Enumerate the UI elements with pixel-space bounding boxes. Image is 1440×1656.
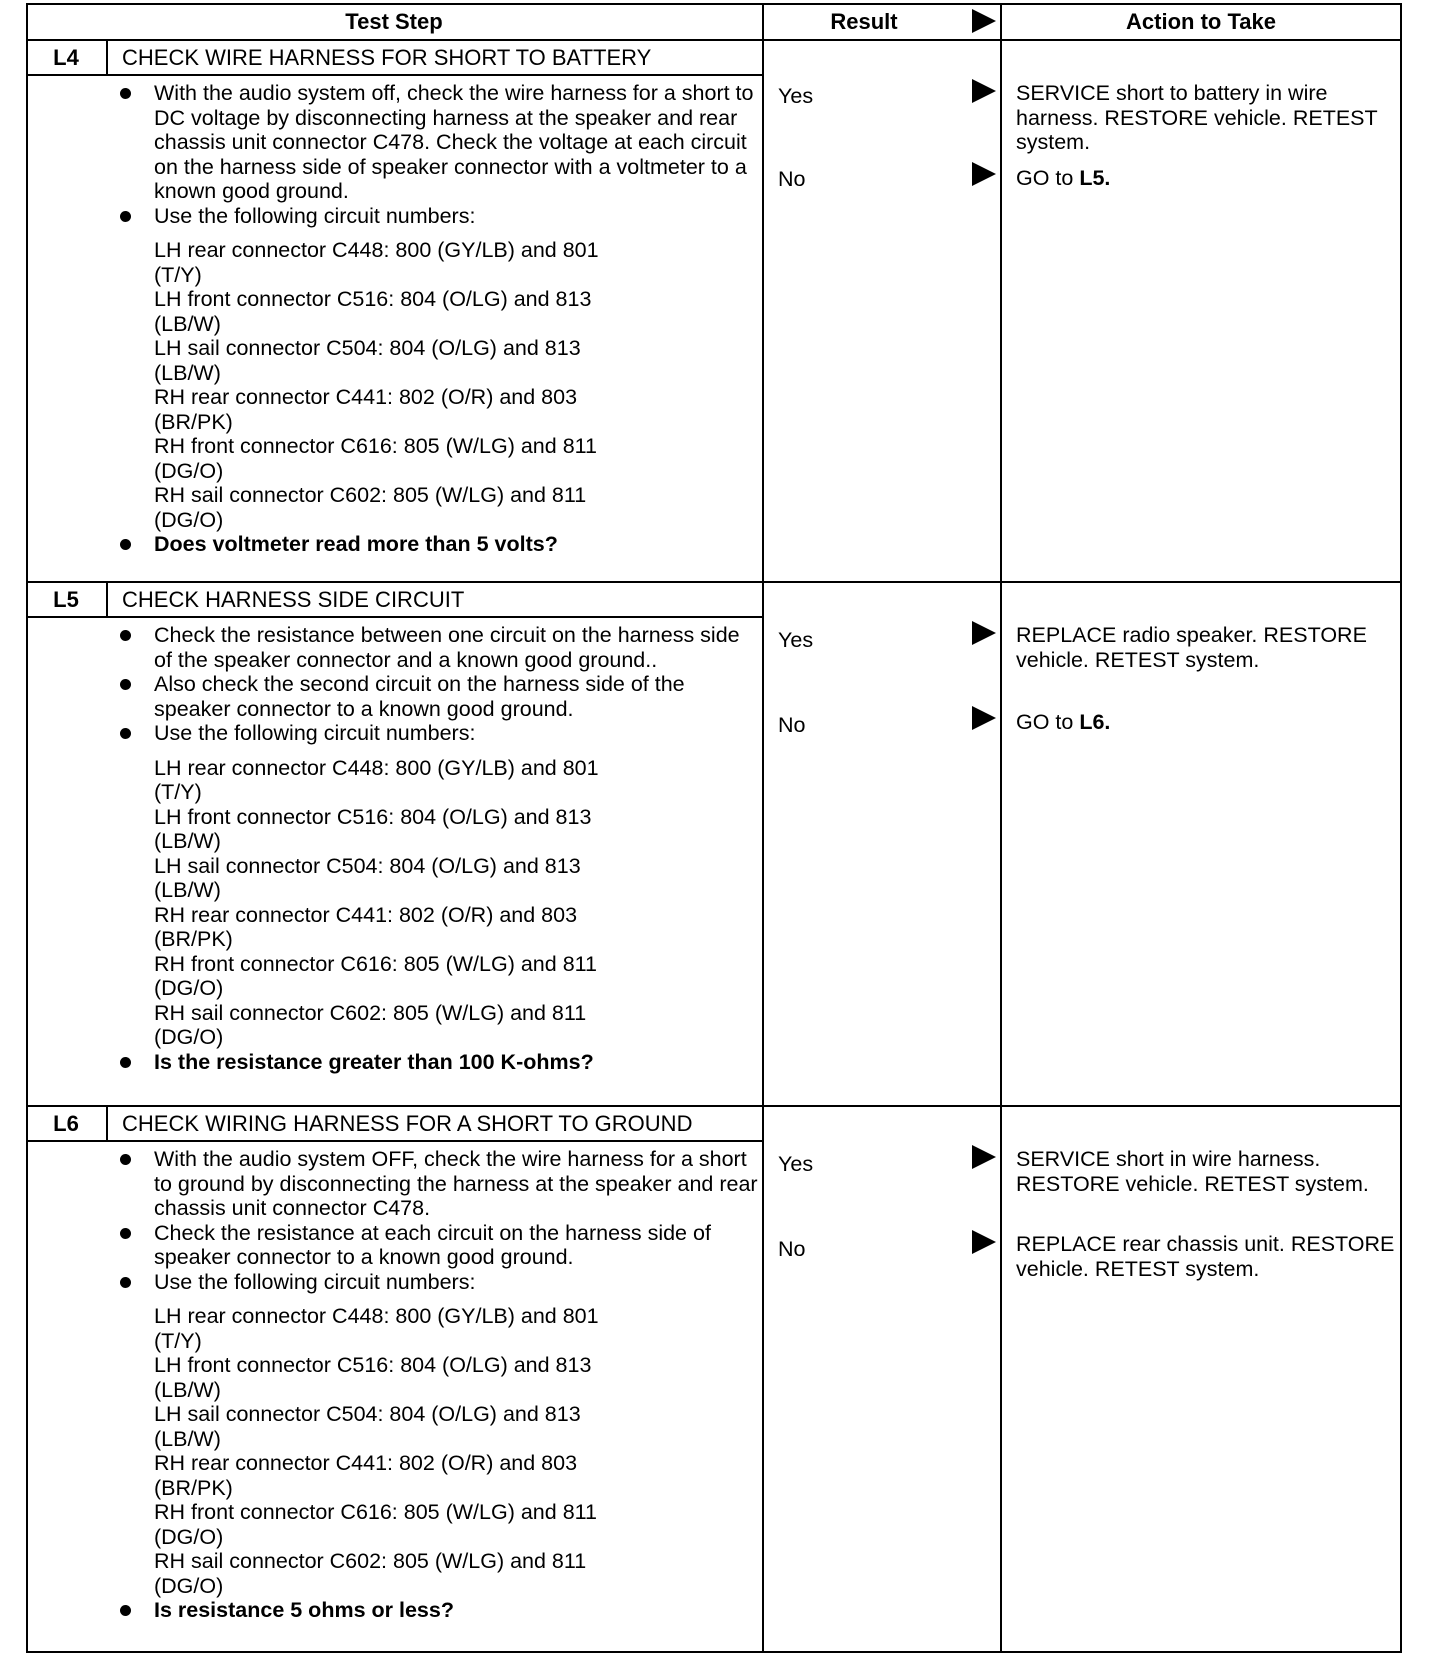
circuit-line: LH front connector C516: 804 (O/LG) and 813 <box>154 287 592 311</box>
step-l6-title-divider <box>26 1140 764 1142</box>
circuit-line: (DG/O) <box>154 1573 224 1598</box>
step-l6-no-action <box>1016 1232 1396 1281</box>
step-l6-question: Is resistance 5 ohms or less? <box>116 1598 761 1623</box>
step-l4-yes: Yes <box>778 84 814 108</box>
no-action-target: REPLACE rear chassis unit. RESTORE vehicle. RETEST system. <box>1016 1232 1395 1281</box>
circuit-line: (DG/O) <box>154 507 224 532</box>
no-action-prefix: GO to <box>1016 166 1080 190</box>
step-l5-question: Is the resistance greater than 100 K-ohms? <box>116 1050 761 1075</box>
table-border-bottom <box>26 1651 1402 1653</box>
circuit-line: (DG/O) <box>154 458 224 483</box>
column-divider-action <box>1000 3 1002 1653</box>
step-l5-bullet: Also check the second circuit on the harness side of the speaker connector to a known good ground. <box>116 672 761 721</box>
step-l5-yes: Yes <box>778 628 814 652</box>
circuit-line: LH sail connector C504: 804 (O/LG) and 813 <box>154 1402 581 1426</box>
circuit-line: (LB/W) <box>154 360 221 385</box>
circuit-line: (BR/PK) <box>154 1475 233 1500</box>
step-l5-body <box>116 623 761 1074</box>
circuit-line: (T/Y) <box>154 262 202 287</box>
circuit-line: (LB/W) <box>154 1426 221 1451</box>
circuit-line: LH rear connector C448: 800 (GY/LB) and 801 <box>154 755 599 780</box>
step-l6-yes-action: SERVICE short in wire harness. RESTORE vehicle. RETEST system. <box>1016 1147 1369 1196</box>
step-l4-circuit-list <box>116 238 761 532</box>
circuit-line: RH sail connector C602: 805 (W/LG) and 811 <box>154 1000 587 1025</box>
step-l4-title: CHECK WIRE HARNESS FOR SHORT TO BATTERY <box>122 45 652 70</box>
step-l5-top-divider <box>26 581 1402 583</box>
circuit-line: (BR/PK) <box>154 927 233 951</box>
no-action-target: L6. <box>1079 710 1111 734</box>
circuit-line: (LB/W) <box>154 829 221 853</box>
table-border-top <box>26 3 1402 5</box>
header-arrow-icon <box>972 9 996 33</box>
circuit-line: (DG/O) <box>154 1524 224 1549</box>
circuit-line: (BR/PK) <box>154 409 233 434</box>
circuit-line: RH front connector C616: 805 (W/LG) and 811 <box>154 1500 597 1524</box>
circuit-line: (LB/W) <box>154 878 221 902</box>
step-l6-id: L6 <box>53 1111 79 1136</box>
circuit-line: LH rear connector C448: 800 (GY/LB) and 801 <box>154 1304 599 1328</box>
step-l4-yes-arrow-icon <box>972 79 996 103</box>
step-l5-yes-action: REPLACE radio speaker. RESTORE vehicle. RETEST system. <box>1016 623 1367 672</box>
step-l4-id-divider <box>106 39 108 76</box>
step-l5-circuit-list <box>116 756 761 1050</box>
table-border-right <box>1400 3 1402 1653</box>
test-procedure-table <box>26 3 1402 1653</box>
step-l4-no-action <box>1016 166 1396 191</box>
circuit-line: (DG/O) <box>154 976 224 1000</box>
circuit-line: (LB/W) <box>154 311 221 336</box>
header-divider <box>26 39 1402 41</box>
step-l5-no-action <box>1016 710 1396 735</box>
step-l5-title-divider <box>26 616 764 618</box>
step-l4-bullet: Use the following circuit numbers: <box>116 204 761 229</box>
circuit-line: RH sail connector C602: 805 (W/LG) and 811 <box>154 1549 587 1573</box>
step-l6-bullet: With the audio system OFF, check the wire harness for a short to ground by disconnecting the harness at the speaker and rear chassis unit connector C478. <box>116 1147 761 1221</box>
circuit-line: RH rear connector C441: 802 (O/R) and 803 <box>154 902 578 927</box>
step-l6-bullet: Check the resistance at each circuit on the harness side of speaker connector to a known good ground. <box>116 1221 761 1270</box>
step-l6-top-divider <box>26 1105 1402 1107</box>
circuit-line: RH front connector C616: 805 (W/LG) and 811 <box>154 434 597 458</box>
step-l6-bullet: Use the following circuit numbers: <box>116 1270 761 1295</box>
step-l4-no-arrow-icon <box>972 162 996 186</box>
step-l6-circuit-list <box>116 1304 761 1598</box>
step-l5-bullet: Check the resistance between one circuit on the harness side of the speaker connector and a known good ground.. <box>116 623 761 672</box>
step-l5-no: No <box>778 713 806 737</box>
step-l6-no: No <box>778 1237 806 1261</box>
step-l6-yes: Yes <box>778 1152 814 1176</box>
header-action: Action to Take <box>1126 9 1276 34</box>
step-l4-no: No <box>778 167 806 191</box>
no-action-prefix: GO to <box>1016 710 1080 734</box>
circuit-line: (T/Y) <box>154 780 202 804</box>
circuit-line: LH front connector C516: 804 (O/LG) and 813 <box>154 1353 592 1377</box>
step-l6-yes-arrow-icon <box>972 1145 996 1169</box>
circuit-line: LH rear connector C448: 800 (GY/LB) and 801 <box>154 238 599 262</box>
step-l5-id-divider <box>106 581 108 618</box>
step-l4-title-divider <box>26 74 764 76</box>
circuit-line: RH rear connector C441: 802 (O/R) and 803 <box>154 1451 578 1475</box>
circuit-line: RH sail connector C602: 805 (W/LG) and 811 <box>154 483 587 507</box>
step-l6-body <box>116 1147 761 1623</box>
circuit-line: LH sail connector C504: 804 (O/LG) and 813 <box>154 336 581 360</box>
step-l4-id: L4 <box>53 45 79 70</box>
step-l6-title: CHECK WIRING HARNESS FOR A SHORT TO GROUND <box>122 1111 693 1136</box>
circuit-line: (T/Y) <box>154 1328 202 1353</box>
no-action-target: L5. <box>1079 166 1111 190</box>
circuit-line: RH rear connector C441: 802 (O/R) and 803 <box>154 385 578 409</box>
circuit-line: LH sail connector C504: 804 (O/LG) and 813 <box>154 853 581 878</box>
circuit-line: (LB/W) <box>154 1377 221 1402</box>
step-l4-yes-action: SERVICE short to battery in wire harness. RESTORE vehicle. RETEST system. <box>1016 81 1378 154</box>
step-l6-id-divider <box>106 1105 108 1142</box>
circuit-line: LH front connector C516: 804 (O/LG) and 813 <box>154 804 592 829</box>
step-l5-yes-arrow-icon <box>972 621 996 645</box>
column-divider-result <box>762 3 764 1653</box>
table-border-left <box>26 3 28 1653</box>
step-l4-bullet: With the audio system off, check the wire harness for a short to DC voltage by disconnecting harness at the speaker and rear chassis unit connector C478. Check the voltage at each circuit on the harness side of speaker connector with a voltmeter to a known good ground. <box>116 81 761 204</box>
step-l5-id: L5 <box>53 587 79 612</box>
step-l4-body <box>116 81 761 557</box>
circuit-line: (DG/O) <box>154 1025 224 1049</box>
circuit-line: RH front connector C616: 805 (W/LG) and 811 <box>154 951 597 976</box>
step-l4-question: Does voltmeter read more than 5 volts? <box>116 532 761 557</box>
step-l5-bullet: Use the following circuit numbers: <box>116 721 761 746</box>
step-l5-no-arrow-icon <box>972 706 996 730</box>
header-result: Result <box>830 9 898 34</box>
step-l5-title: CHECK HARNESS SIDE CIRCUIT <box>122 587 465 612</box>
step-l6-no-arrow-icon <box>972 1230 996 1254</box>
header-test-step: Test Step <box>345 9 443 34</box>
